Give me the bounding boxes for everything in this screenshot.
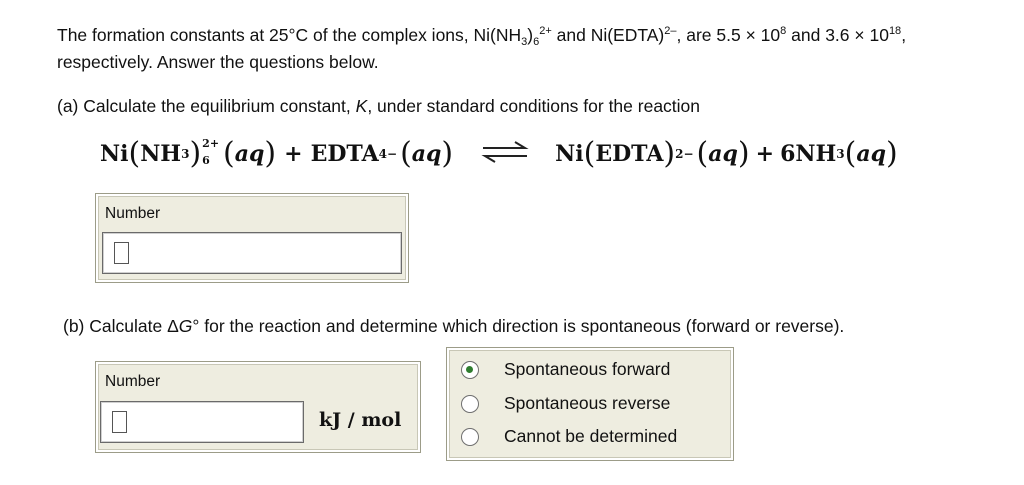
radio-unselected-icon[interactable] <box>461 395 479 413</box>
eq-charge-1: 2+ <box>202 137 220 150</box>
intro-sub-1: 3 <box>521 36 528 48</box>
question-a-text: (a) Calculate the equilibrium constant, <box>57 96 356 116</box>
radio-unselected-icon[interactable] <box>461 428 479 446</box>
intro-sup-2: 2– <box>664 25 677 37</box>
question-a-text-end: , under standard conditions for the reaction <box>367 96 701 116</box>
intro-text-1: The formation constants at 25°C of the complex ions, Ni(NH <box>57 25 522 45</box>
question-b <box>63 316 844 337</box>
question-b-text-end: ° for the reaction and determine which direction is spontaneous (forward or reverse). <box>192 316 845 336</box>
intro-text-4: , are 5.5 × 10 <box>676 25 781 45</box>
eq-sub-6: 6 <box>202 154 210 167</box>
intro-text-3: and Ni(EDTA) <box>551 25 665 45</box>
intro-text-6: , respectively. Answer the questions below. <box>57 25 907 72</box>
question-b-text: (b) Calculate Δ <box>63 316 179 336</box>
answer-b-input[interactable] <box>100 401 304 443</box>
eq-paren-close: ) <box>189 136 202 171</box>
eq-aq-1: aq <box>234 141 265 167</box>
text-cursor-icon <box>112 411 127 433</box>
reaction-equation: Ni ( NH 3 ) 2+ 6 ( aq ) + EDTA 4− ( aq ) Ni ( EDTA ) 2− ( aq ) + 6NH 3 ( aq ) <box>100 136 898 171</box>
intro-sup-4: 18 <box>888 25 902 37</box>
option-label: Cannot be determined <box>504 426 678 446</box>
intro-sup-3: 8 <box>780 25 787 37</box>
option-spontaneous-reverse[interactable] <box>461 393 670 414</box>
answer-b-panel <box>95 361 421 453</box>
question-b-variable: G <box>178 316 193 336</box>
eq-ni: Ni <box>100 141 129 167</box>
answer-a-label: Number <box>105 205 161 222</box>
intro-sup-1: 2+ <box>539 25 552 37</box>
question-a <box>57 96 700 117</box>
answer-a-input[interactable] <box>102 232 402 274</box>
radio-selected-icon[interactable] <box>461 361 479 379</box>
intro-text-2: ) <box>527 25 534 45</box>
option-cannot-be-determined[interactable] <box>461 426 677 447</box>
eq-plus-2: + <box>755 141 775 167</box>
intro-text-5: and 3.6 × 10 <box>786 25 889 45</box>
option-label: Spontaneous forward <box>504 359 671 379</box>
answer-b-label: Number <box>105 373 161 390</box>
equilibrium-arrow-icon <box>481 141 529 169</box>
eq-charge-stack <box>202 138 219 166</box>
eq-aq-2: aq <box>411 141 442 167</box>
eq-edta: EDTA <box>310 141 379 167</box>
answer-a-panel <box>95 193 409 283</box>
option-label: Spontaneous reverse <box>504 393 671 413</box>
eq-paren-open: ( <box>128 136 141 171</box>
intro-sub-2: 6 <box>533 36 540 48</box>
question-a-variable: K <box>355 96 368 116</box>
eq-nh: NH <box>140 141 182 167</box>
text-cursor-icon <box>114 242 129 264</box>
eq-plus-1: + <box>284 141 303 167</box>
problem-intro <box>57 22 977 76</box>
eq-edta-2: EDTA <box>595 141 664 167</box>
spontaneity-options <box>446 347 734 461</box>
eq-aq-4: aq <box>856 141 886 167</box>
answer-b-unit: kJ / mol <box>319 409 402 431</box>
eq-aq-3: aq <box>708 141 738 167</box>
eq-ni-2: Ni <box>555 141 584 167</box>
option-spontaneous-forward[interactable] <box>461 359 670 380</box>
eq-6nh: 6NH <box>780 141 837 167</box>
